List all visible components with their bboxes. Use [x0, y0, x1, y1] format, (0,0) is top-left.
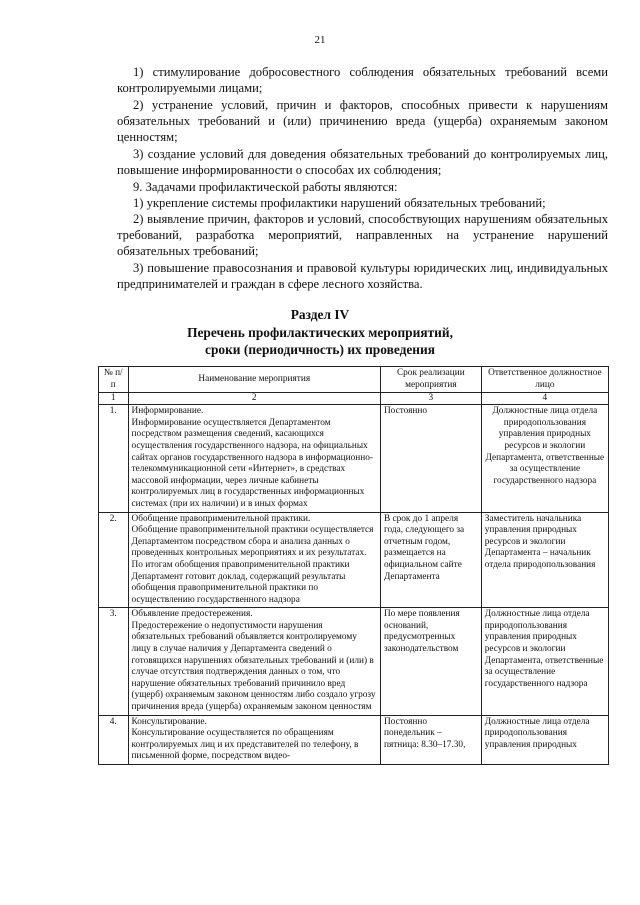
paragraph-text: 2) выявление причин, факторов и условий, способствующих нарушениям обязательных требований, разработка мероприятий, направленных на устранение нарушений обязательных требований;	[117, 212, 608, 259]
column-header: Ответственное должностное лицо	[481, 367, 608, 393]
paragraph	[117, 260, 608, 292]
paragraph	[117, 211, 608, 260]
paragraph-text: 1) стимулирование добросовестного соблюдения обязательных требований всеми контролируемыми лицами;	[117, 65, 608, 96]
column-header: Срок реализации мероприятия	[380, 367, 481, 393]
event-description: По итогам обобщения правоприменительной практики Департамент готовит доклад, содержащий результаты обобщения правоприменительной практики по осуществлению государственного надзора	[131, 559, 350, 605]
event-name: Обобщение правоприменительной практики.	[131, 513, 311, 524]
event-cell	[128, 512, 380, 608]
paragraph-text: 2) устранение условий, причин и факторов, способных привести к нарушениям обязательных требований и (или) причинению вреда (ущерба) охраняемым законом ценностям;	[117, 98, 608, 145]
column-number-row	[99, 393, 609, 405]
event-cell	[128, 608, 380, 715]
events-table	[98, 366, 609, 765]
event-description: Консультирование осуществляется по обращениям контролируемых лиц и их представителей по телефону, в письменной форме, посредством видео-	[131, 728, 359, 762]
paragraph	[117, 64, 608, 96]
row-number: 4.	[99, 715, 129, 764]
paragraph-text: 3) создание условий для доведения обязательных требований до контролируемых лиц, повышение информированности о способах их соблюдения;	[117, 147, 608, 178]
section-label: Раздел IV	[290, 307, 350, 322]
section-title: сроки (периодичность) их проведения	[205, 342, 435, 357]
paragraph	[117, 97, 608, 146]
paragraph-text: 9. Задачами профилактической работы являются:	[133, 180, 398, 194]
event-description: Предостережение о недопустимости нарушения обязательных требований объявляется контролируемому лицу в случае наличия у Департамента сведений о готовящихся нарушениях обязательных требований и (или) в случае отсутствия подтверждения данных о том, что нарушение обязательных требований причинило вред (ущерб) охраняемым законом ценностям либо создало угрозу причинения вреда (ущерба) охраняемым законом ценностям	[131, 620, 376, 713]
paragraph	[117, 146, 608, 178]
column-number: 1	[99, 393, 129, 405]
column-header: Наименование мероприятия	[128, 367, 380, 393]
column-number: 4	[481, 393, 608, 405]
event-responsible: Должностные лица отдела природопользования управления природных	[481, 715, 608, 764]
paragraph-text: 1) укрепление системы профилактики нарушений обязательных требований;	[133, 196, 546, 210]
event-description: Информирование осуществляется Департаментом посредством размещения сведений, касающихся осуществления государственного надзора, на официальных сайтах органов государственного надзора в информационно-телекоммуникационной сети «Интернет», в средствах массовой информации, через личные кабинеты контролируемых лиц в государственных информационных системах (при их наличии) и в иных формах	[131, 417, 373, 509]
table-row	[99, 608, 609, 715]
table-row	[99, 512, 609, 608]
table-row	[99, 715, 609, 764]
event-description: Обобщение правоприменительной практики осуществляется Департаментом посредством сбора и анализа данных о проведенных контрольных мероприятиях и их результатах.	[131, 525, 374, 559]
column-number: 2	[128, 393, 380, 405]
event-term: По мере появления оснований, предусмотренных законодательством	[380, 608, 481, 715]
event-name: Информирование.	[131, 406, 204, 417]
event-name: Объявление предостережения.	[131, 609, 253, 620]
row-number: 3.	[99, 608, 129, 715]
paragraph	[117, 195, 608, 211]
event-term: В срок до 1 апреля года, следующего за отчетным годом, размещается на официальном сайте Департамента	[380, 512, 481, 608]
paragraph	[117, 179, 608, 195]
event-responsible: Должностные лица отдела природопользования управления природных ресурсов и экологии Департамента, ответственные за осуществление государственного надзора	[481, 405, 608, 512]
row-number: 2.	[99, 512, 129, 608]
column-header: № п/п	[99, 367, 129, 393]
event-cell	[128, 405, 380, 512]
table-header-row	[99, 367, 609, 393]
paragraph-text: 3) повышение правосознания и правовой культуры юридических лиц, индивидуальных предпринимателей и граждан в сфере лесного хозяйства.	[117, 261, 608, 292]
page-number: 21	[314, 34, 326, 46]
event-term: Постоянно понедельник – пятница: 8.30–17.30,	[380, 715, 481, 764]
event-term: Постоянно	[380, 405, 481, 512]
column-number: 3	[380, 393, 481, 405]
section-title: Перечень профилактических мероприятий,	[187, 325, 453, 340]
event-responsible: Должностные лица отдела природопользования управления природных ресурсов и экологии Департамента, ответственные за осуществление государственного надзора	[481, 608, 608, 715]
row-number: 1.	[99, 405, 129, 512]
event-responsible: Заместитель начальника управления природных ресурсов и экологии Департамента – начальник отдела природопользования	[481, 512, 608, 608]
event-name: Консультирование.	[131, 716, 207, 727]
table-row	[99, 405, 609, 512]
event-cell	[128, 715, 380, 764]
